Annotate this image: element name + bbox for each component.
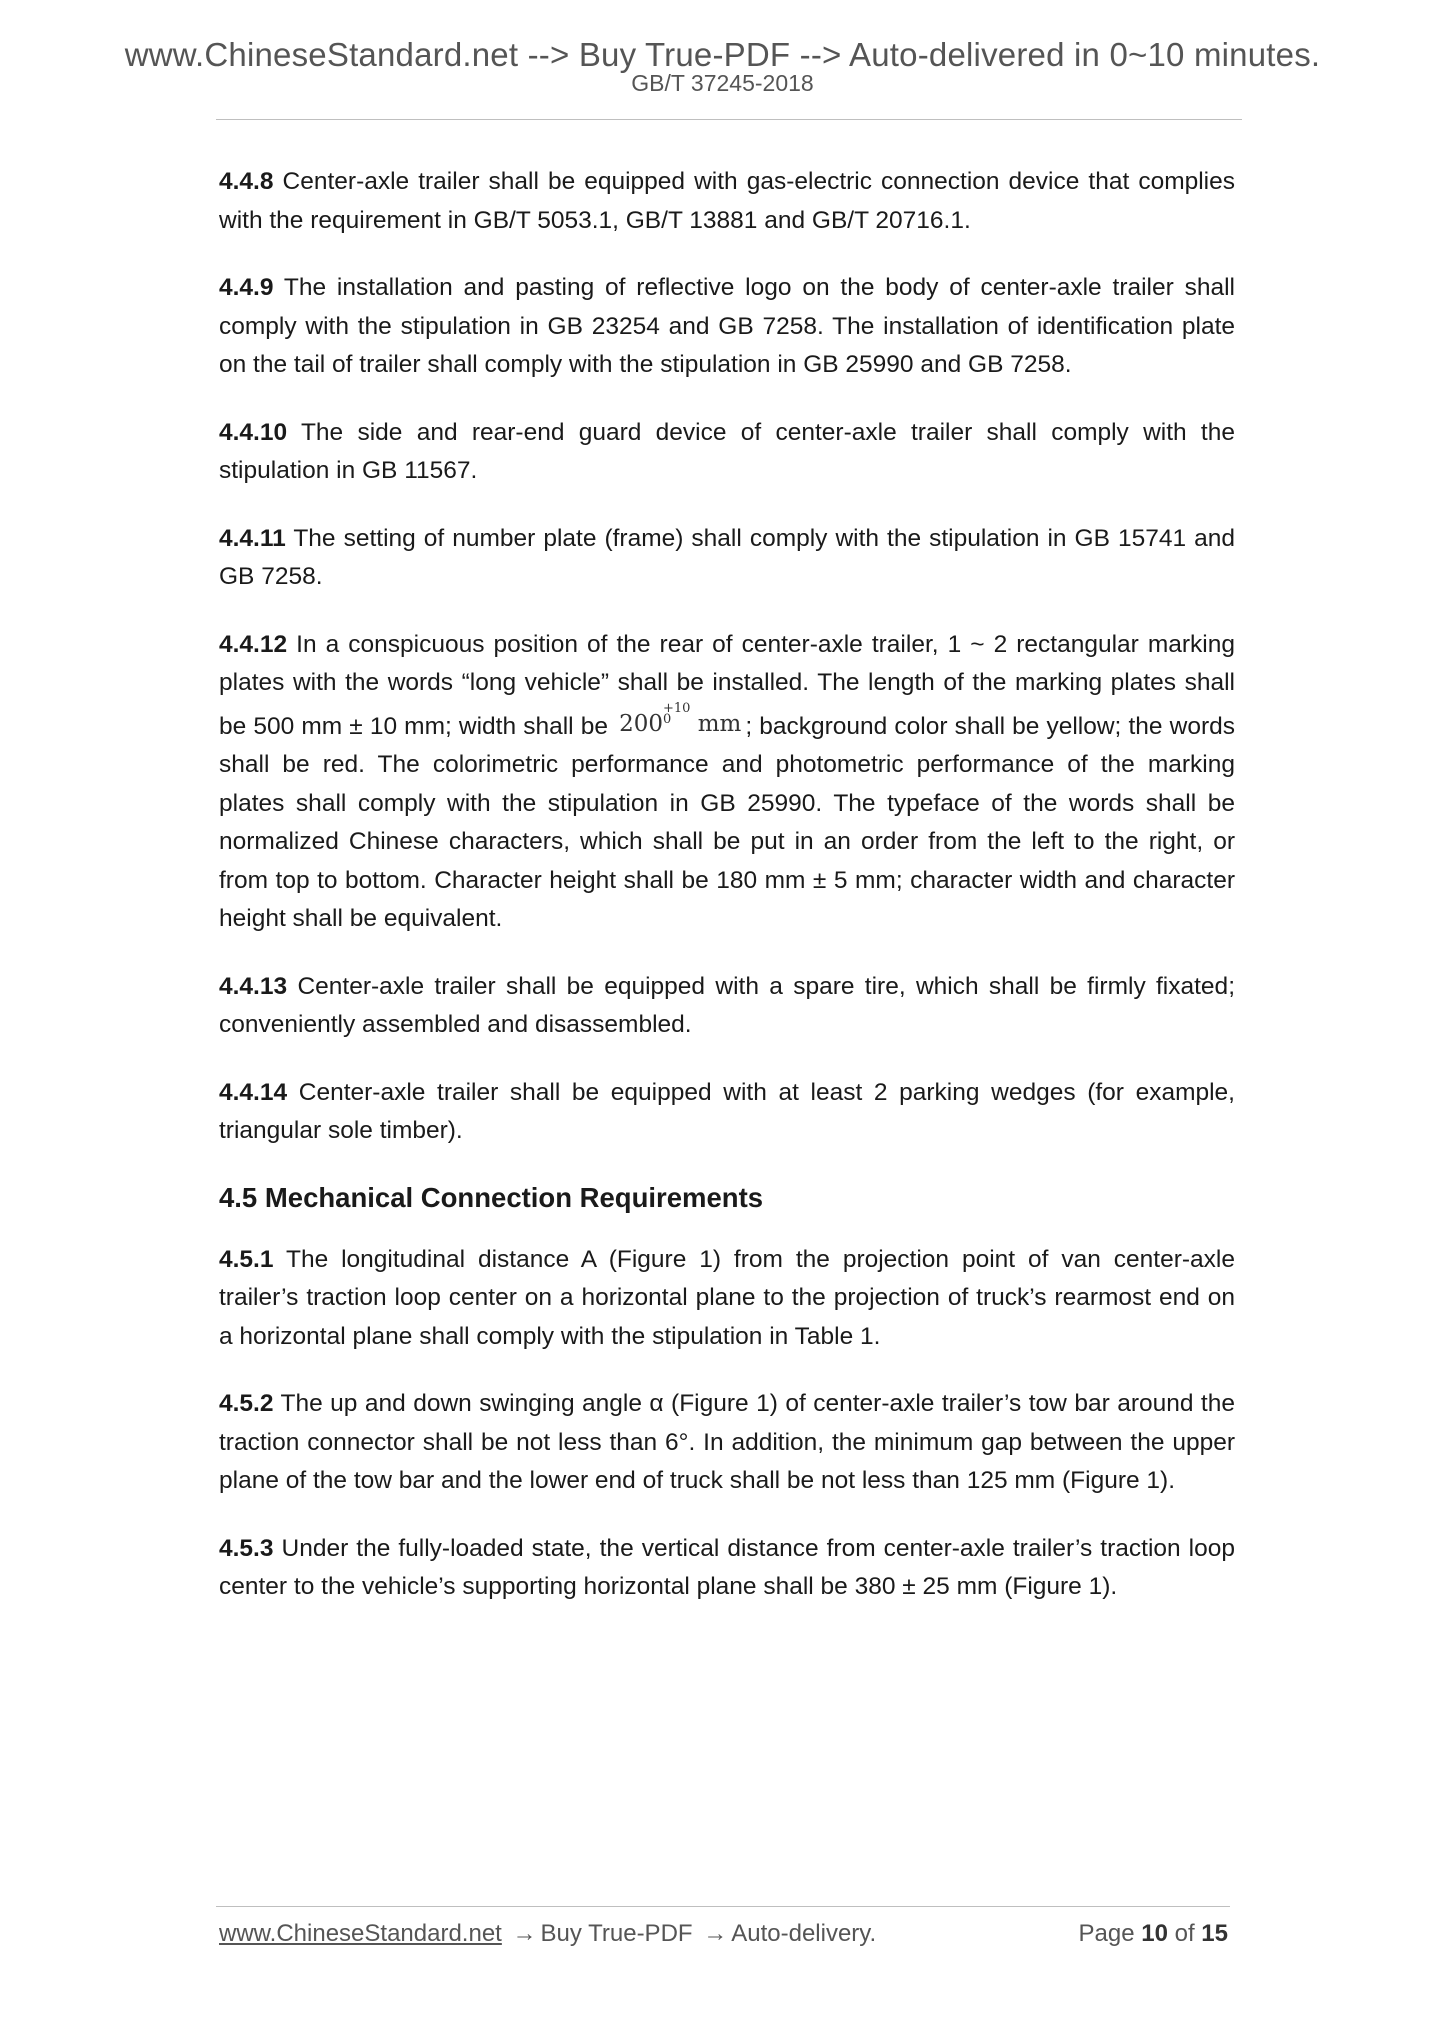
- document-code: GB/T 37245-2018: [631, 70, 814, 96]
- clause-number: 4.4.10: [219, 418, 288, 446]
- clause-number: 4.4.8: [219, 168, 274, 195]
- clause-text-part-b: ; background color shall be yellow; the words shall be red. The colorimetric performance and photometric performance of the marking plates shall comply with the stipulation in GB 25990. The typeface of the words shall be normalized Chinese characters, which shall be put in an order from the left to the right, or from top to bottom. Character height shall be 180 mm ± 5 mm; character width and character height shall be equivalent.: [219, 712, 1235, 932]
- page-indicator: [1079, 1920, 1229, 1948]
- clause-number: 4.4.14: [219, 1078, 288, 1106]
- clause-text: Center-axle trailer shall be equipped with a spare tire, which shall be firmly fixated; conveniently assembled and disassembled.: [219, 972, 1235, 1038]
- clause-4-5-2: [219, 1385, 1235, 1501]
- page-total: 15: [1201, 1920, 1228, 1947]
- tolerance-formula: [615, 700, 745, 744]
- clause-text: The up and down swinging angle α (Figure 1) of center-axle trailer’s tow bar around the traction connector shall be not less than 6°. In addition, the minimum gap between the upper plane of the tow bar and the lower end of truck shall be not less than 125 mm (Figure 1).: [219, 1390, 1235, 1494]
- formula-upper: +10: [662, 700, 691, 716]
- clause-4-4-10: [219, 414, 1235, 491]
- clause-4-5-3: [219, 1530, 1235, 1607]
- clause-text: Center-axle trailer shall be equipped with at least 2 parking wedges (for example, triangular sole timber).: [219, 1078, 1235, 1144]
- formula-tolerance: [662, 700, 691, 727]
- page-label: Page: [1078, 1920, 1135, 1947]
- clause-text: The setting of number plate (frame) shall comply with the stipulation in GB 15741 and GB 7258.: [219, 524, 1235, 590]
- header-banner[interactable]: www.ChineseStandard.net --> Buy True-PDF --> Auto-delivered in 0~10 minutes.: [124, 36, 1321, 73]
- clause-number: 4.4.13: [219, 972, 288, 1000]
- clause-4-4-14: [219, 1074, 1235, 1151]
- footer-buy-text: Buy True-PDF: [540, 1920, 693, 1947]
- clause-number: 4.4.11: [219, 524, 286, 552]
- clause-number: 4.4.12: [219, 630, 288, 658]
- formula-base: 200: [619, 710, 663, 737]
- footer-links: [219, 1920, 876, 1948]
- clause-4-4-11: [219, 520, 1235, 597]
- formula-lower: 0: [662, 711, 672, 727]
- clause-4-4-12: [219, 626, 1235, 939]
- formula-unit: mm: [697, 710, 742, 737]
- footer-divider: [216, 1906, 1230, 1907]
- arrow-right-icon: →: [512, 1920, 537, 1947]
- document-body: [219, 163, 1235, 1636]
- clause-text: The side and rear-end guard device of center-axle trailer shall comply with the stipulation in GB 11567.: [219, 418, 1235, 484]
- footer-delivery-text: Auto-delivery.: [731, 1920, 877, 1947]
- clause-number: 4.5.2: [219, 1390, 274, 1417]
- clause-4-4-13: [219, 968, 1235, 1045]
- clause-text: Center-axle trailer shall be equipped with gas-electric connection device that complies with the requirement in GB/T 5053.1, GB/T 13881 and GB/T 20716.1.: [219, 168, 1235, 234]
- clause-number: 4.5.1: [219, 1245, 274, 1273]
- clause-text: The installation and pasting of reflective logo on the body of center-axle trailer shall comply with the stipulation in GB 23254 and GB 7258. The installation of identification plate on the tail of trailer shall comply with the stipulation in GB 25990 and GB 7258.: [219, 274, 1235, 378]
- clause-4-5-1: [219, 1241, 1235, 1357]
- clause-text: Under the fully-loaded state, the vertical distance from center-axle trailer’s traction loop center to the vehicle’s supporting horizontal plane shall be 380 ± 25 mm (Figure 1).: [219, 1534, 1235, 1600]
- of-label: of: [1174, 1920, 1195, 1947]
- clause-4-4-8: [219, 163, 1235, 240]
- footer-site-link[interactable]: www.ChineseStandard.net: [219, 1920, 502, 1947]
- header-divider: [216, 119, 1242, 120]
- arrow-right-icon: →: [703, 1920, 728, 1947]
- clause-number: 4.5.3: [219, 1534, 274, 1562]
- clause-number: 4.4.9: [219, 274, 274, 301]
- clause-4-4-9: [219, 269, 1235, 385]
- page-footer: [219, 1920, 1230, 1956]
- section-heading-4-5: 4.5 Mechanical Connection Requirements: [219, 1181, 764, 1213]
- page-number: 10: [1141, 1920, 1168, 1947]
- clause-text-part-a: In a conspicuous position of the rear of center-axle trailer, 1 ~ 2 rectangular marking plates with the words “long vehicle” shall be installed. The length of the marking plates shall be 500 mm ± 10 mm; width shall be: [219, 630, 1235, 740]
- clause-text: The longitudinal distance A (Figure 1) from the projection point of van center-axle trailer’s traction loop center on a horizontal plane to the projection of truck’s rearmost end on a horizontal plane shall comply with the stipulation in Table 1.: [219, 1245, 1235, 1350]
